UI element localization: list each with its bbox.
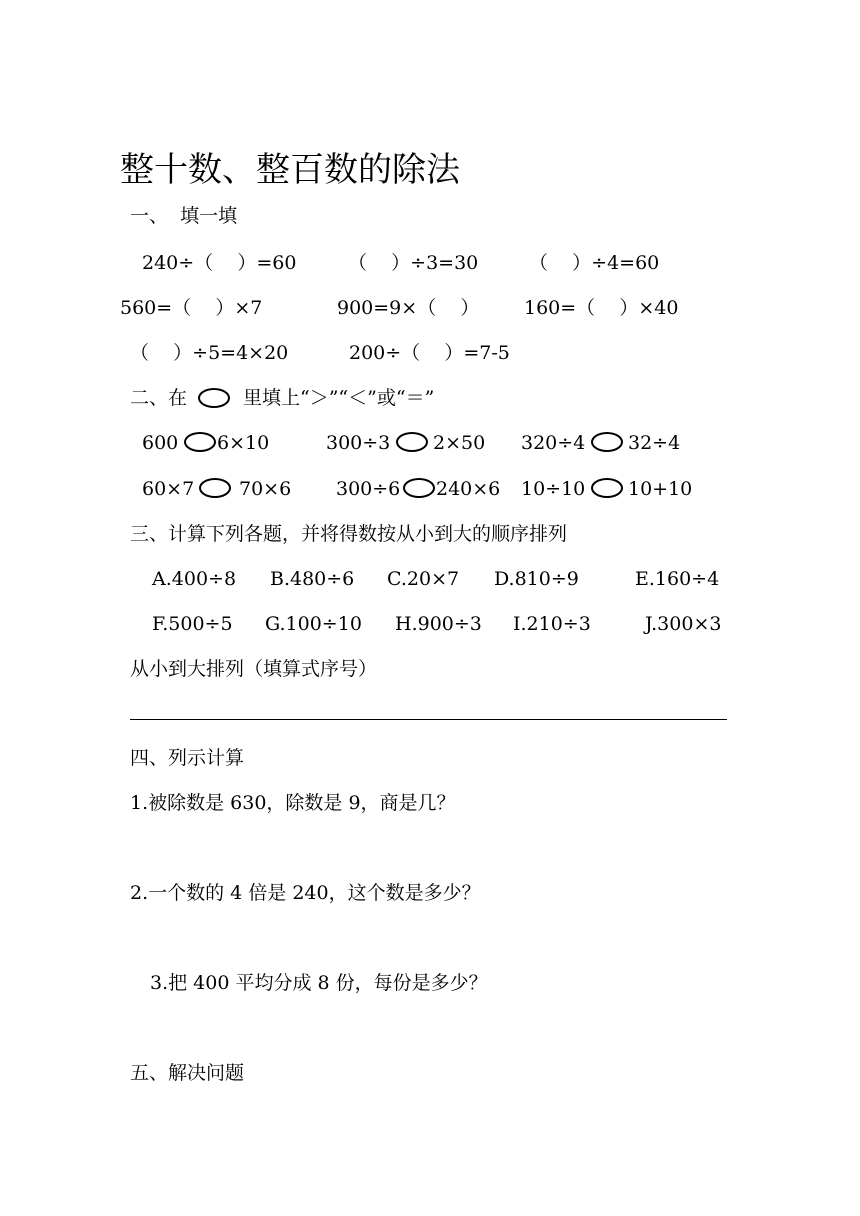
section-3-heading: 三、计算下列各题，并将得数按从小到大的顺序排列 [130,523,568,545]
question-1: 1.被除数是 630，除数是 9，商是几？ [130,792,456,814]
expression-item: H.900÷3 [395,613,482,635]
question-3: 3.把 400 平均分成 8 份，每份是多少？ [150,972,488,994]
expression-item: I.210÷3 [513,613,591,635]
answer-line[interactable] [130,719,727,720]
compare-circle-input[interactable] [591,432,623,452]
expression-item: A.400÷8 [152,568,237,590]
fill-blank-item: 160=（ ）×40 [524,297,679,319]
compare-left: 600 [142,432,179,454]
compare-left: 300÷3 [326,432,391,454]
compare-left: 60×7 [142,478,195,500]
fill-blank-item: 900=9×（ ） [337,297,480,319]
compare-right: 240×6 [436,478,501,500]
expression-item: E.160÷4 [635,568,720,590]
expression-item: C.20×7 [387,568,460,590]
section-1-heading: 一、 填一填 [130,205,238,227]
fill-blank-item: （ ）÷3=30 [348,252,479,274]
fill-blank-item: 240÷（ ）=60 [142,252,297,274]
fill-blank-item: （ ）÷5=4×20 [130,342,289,364]
expression-item: J.300×3 [645,613,722,635]
compare-circle-input[interactable] [591,478,623,498]
expression-item: G.100÷10 [265,613,362,635]
compare-right: 6×10 [217,432,270,454]
compare-circle-input[interactable] [403,478,435,498]
section-2-heading-prefix: 二、在 [130,387,188,409]
compare-left: 10÷10 [521,478,586,500]
section-2-heading-suffix: 里填上“＞”“＜”或“＝” [243,387,435,409]
order-label: 从小到大排列（填算式序号） [130,658,378,680]
compare-right: 10+10 [628,478,693,500]
compare-circle-input[interactable] [199,478,231,498]
fill-blank-item: （ ）÷4=60 [529,252,660,274]
fill-blank-item: 200÷（ ）=7-5 [349,342,510,364]
compare-left: 300÷6 [336,478,401,500]
question-2: 2.一个数的 4 倍是 240，这个数是多少？ [130,882,481,904]
fill-blank-item: 560=（ ）×7 [120,297,263,319]
compare-circle-input[interactable] [184,432,216,452]
compare-left: 320÷4 [521,432,586,454]
expression-item: D.810÷9 [494,568,579,590]
section-4-heading: 四、列示计算 [130,747,245,769]
page-title: 整十数、整百数的除法 [120,150,460,190]
expression-item: B.480÷6 [270,568,355,590]
section-5-heading: 五、解决问题 [130,1062,245,1084]
compare-right: 70×6 [239,478,292,500]
compare-circle-input[interactable] [396,432,428,452]
compare-right: 32÷4 [628,432,681,454]
compare-circle-icon [198,388,230,408]
compare-right: 2×50 [433,432,486,454]
expression-item: F.500÷5 [152,613,233,635]
